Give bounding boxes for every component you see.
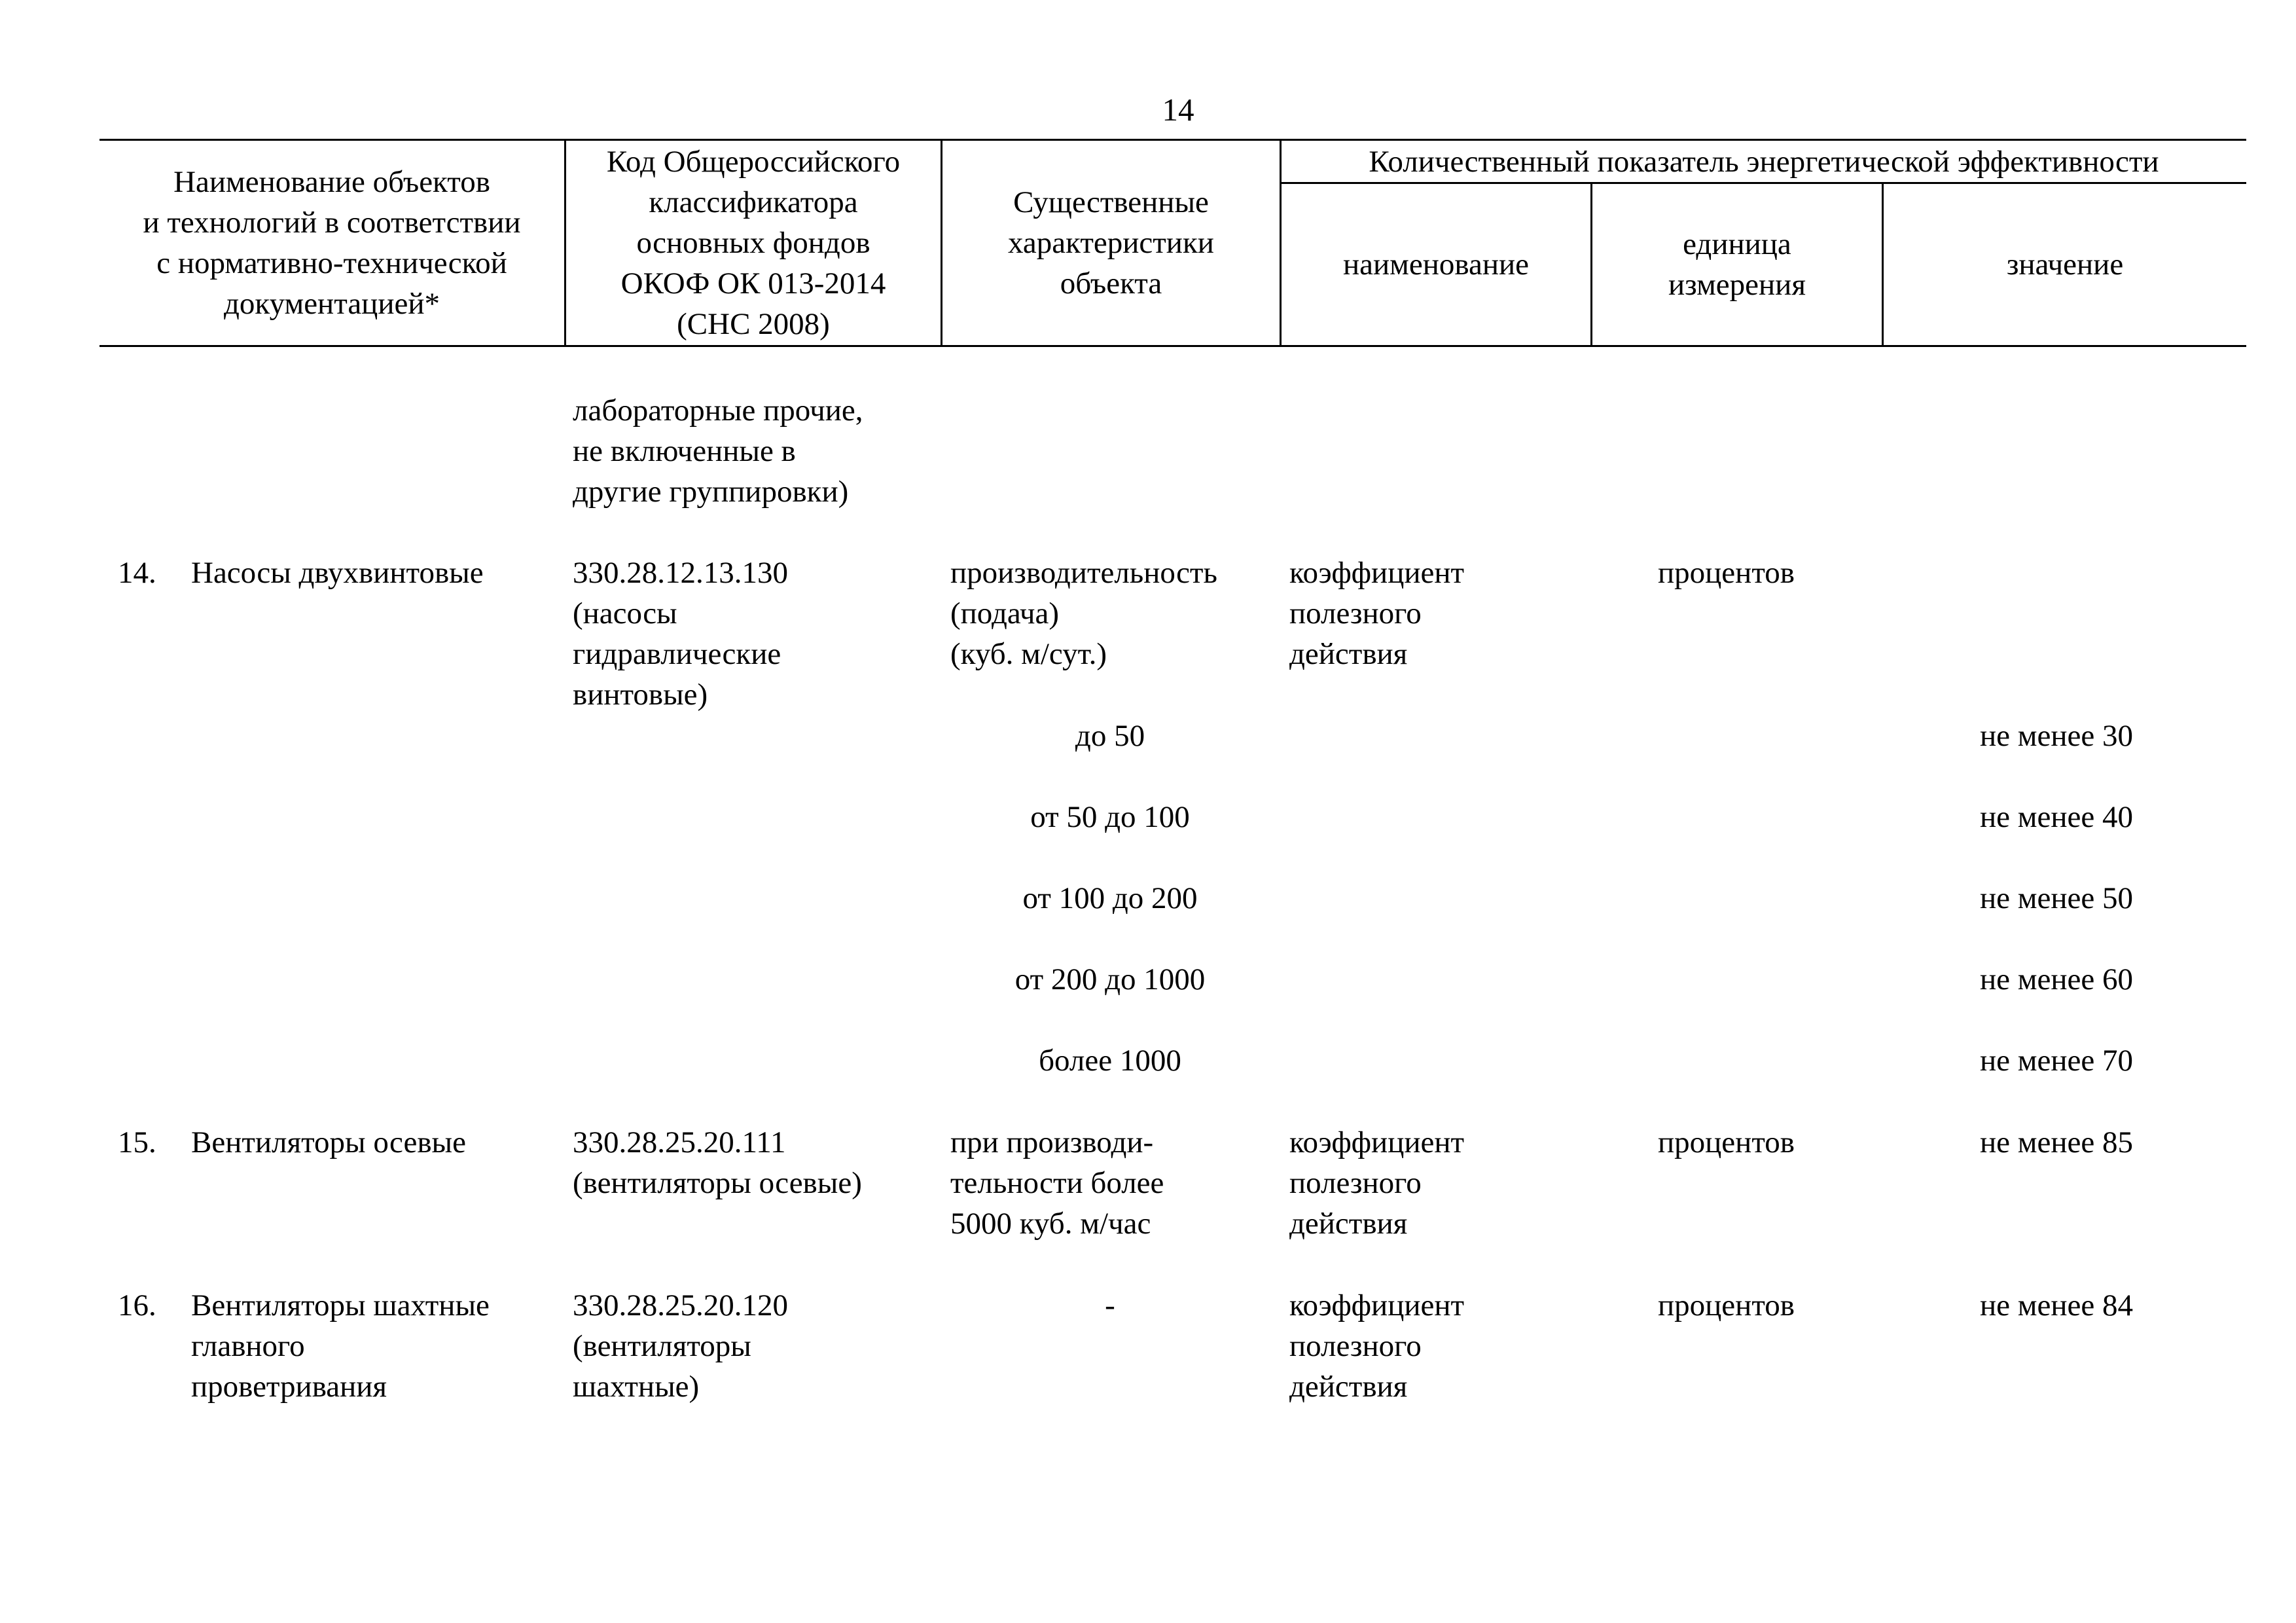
row-indicator-name: коэффициент полезного действия [1289, 1288, 1465, 1404]
row-indicator-name: коэффициент полезного действия [1289, 556, 1465, 671]
range-value: не менее 70 [1980, 1044, 2133, 1078]
range-value: не менее 30 [1980, 719, 2133, 753]
range-label: от 50 до 100 [1030, 800, 1190, 834]
continuation-text: лабораторные прочие, не включенные в другие группировки) [573, 393, 863, 509]
row-number: 14. [118, 556, 156, 590]
header-col-unit: единица измерения [1668, 227, 1806, 302]
row-number: 15. [118, 1125, 156, 1159]
row-unit: процентов [1658, 556, 1795, 590]
range-value: не менее 60 [1980, 962, 2133, 996]
row-object-name: Вентиляторы осевые [191, 1125, 466, 1159]
row-okof-code: 330.28.25.20.120 (вентиляторы шахтные) [573, 1288, 788, 1404]
row-object-name: Вентиляторы шахтные главного проветривания [191, 1288, 490, 1404]
header-col-code: Код Общероссийского классификатора основных фондов ОКОФ ОК 013-2014 (СНС 2008) [606, 145, 901, 341]
header-col-name: Наименование объектов и технологий в соответствии с нормативно-технической документацией* [143, 165, 521, 321]
row-value: не менее 84 [1980, 1288, 2133, 1322]
row-okof-code: 330.28.12.13.130 (насосы гидравлические винтовые) [573, 556, 788, 712]
row-object-name: Насосы двухвинтовые [191, 556, 484, 590]
range-label: от 100 до 200 [1022, 881, 1198, 915]
row-characteristic: при производи- тельности более 5000 куб. м/час [950, 1125, 1164, 1241]
range-label: до 50 [1075, 719, 1145, 753]
range-label: от 200 до 1000 [1014, 962, 1206, 996]
row-characteristic: производительность (подача) (куб. м/сут.) [950, 556, 1217, 671]
header-col-characteristics: Существенные характеристики объекта [1008, 185, 1214, 301]
header-col-indicator-group: Количественный показатель энергетической эффективности [1369, 144, 2159, 179]
row-characteristic: - [1105, 1288, 1115, 1322]
range-value: не менее 40 [1980, 800, 2133, 834]
row-okof-code: 330.28.25.20.111 (вентиляторы осевые) [573, 1125, 862, 1200]
row-unit: процентов [1658, 1125, 1795, 1159]
header-col-value: значение [2006, 247, 2124, 282]
range-label: более 1000 [1039, 1044, 1181, 1078]
header-bottom-border [99, 345, 2246, 347]
row-indicator-name: коэффициент полезного действия [1289, 1125, 1465, 1241]
header-col-indicator-name: наименование [1342, 247, 1530, 282]
page-number: 14 [1162, 92, 1194, 128]
row-value: не менее 85 [1980, 1125, 2133, 1159]
range-value: не менее 50 [1980, 881, 2133, 915]
row-unit: процентов [1658, 1288, 1795, 1322]
row-number: 16. [118, 1288, 156, 1322]
